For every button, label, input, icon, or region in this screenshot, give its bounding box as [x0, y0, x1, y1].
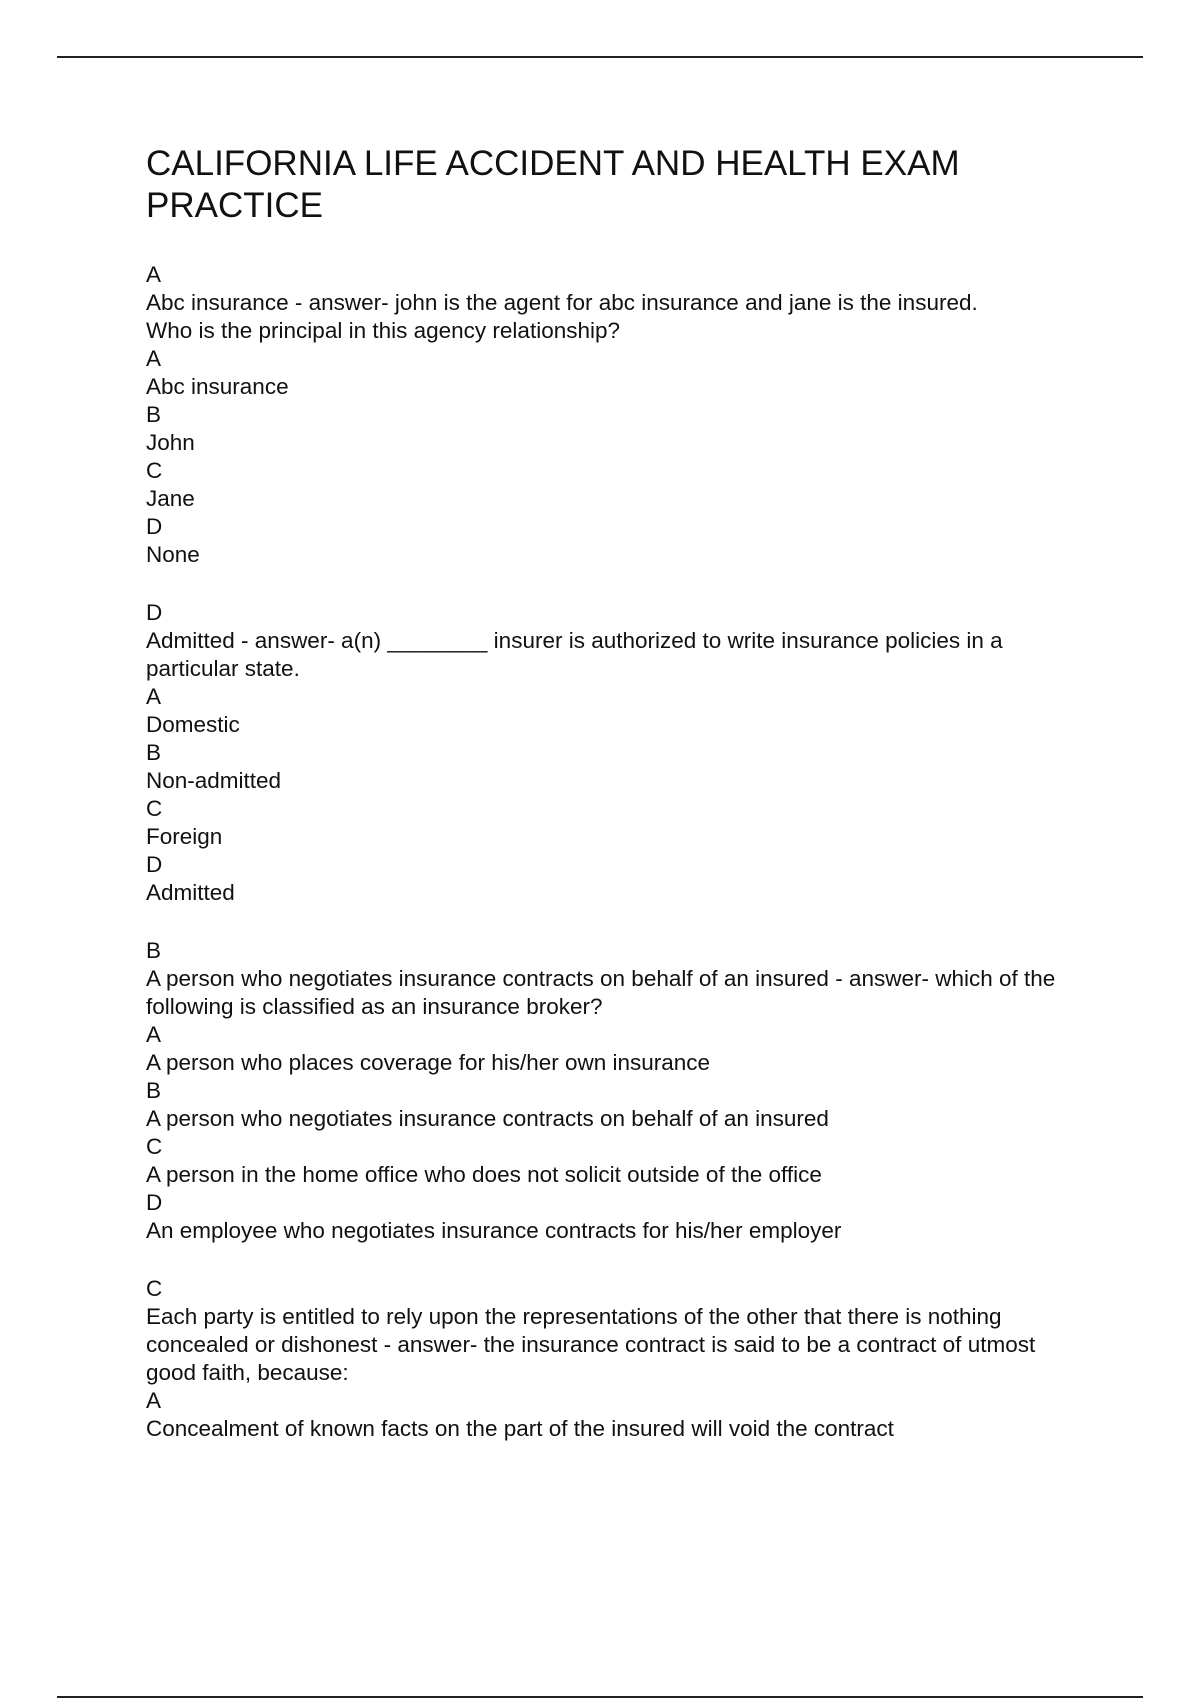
option-text: A person in the home office who does not solicit outside of the office — [146, 1162, 822, 1187]
option-letter: A — [146, 346, 162, 371]
option-text: An employee who negotiates insurance contracts for his/her employer — [146, 1218, 842, 1243]
option-text: A person who negotiates insurance contracts on behalf of an insured — [146, 1106, 829, 1131]
option-letter: D — [146, 1190, 163, 1215]
option-letter: B — [146, 1078, 162, 1103]
option-letter: B — [146, 402, 162, 427]
option-text: John — [146, 430, 195, 455]
option-text: Jane — [146, 486, 195, 511]
option-text: Foreign — [146, 824, 223, 849]
question-block — [146, 937, 1106, 1245]
option-text: Admitted — [146, 880, 235, 905]
option-letter: C — [146, 1134, 163, 1159]
answer-letter: D — [146, 600, 163, 625]
answer-letter: A — [146, 262, 162, 287]
question-text: Each party is entitled to rely upon the representations of the other that there is nothing concealed or dishonest - answer- the insurance contract is said to be a contract of utmost good faith, because: — [146, 1304, 1036, 1385]
option-letter: C — [146, 796, 163, 821]
option-text: None — [146, 542, 200, 567]
question-block — [146, 599, 1106, 907]
question-text: A person who negotiates insurance contracts on behalf of an insured - answer- which of the following is classified as an insurance broker? — [146, 966, 1056, 1019]
top-rule — [57, 56, 1143, 58]
document-title: CALIFORNIA LIFE ACCIDENT AND HEALTH EXAM PRACTICE — [146, 144, 960, 225]
page-content — [146, 143, 1106, 1473]
question-block — [146, 261, 1106, 569]
question-text: Abc insurance - answer- john is the agent for abc insurance and jane is the insured. Who is the principal in this agency relationship? — [146, 290, 978, 343]
option-letter: B — [146, 740, 162, 765]
option-text: Abc insurance — [146, 374, 289, 399]
answer-letter: B — [146, 938, 162, 963]
option-letter: C — [146, 458, 163, 483]
option-letter: A — [146, 684, 162, 709]
option-text: A person who places coverage for his/her own insurance — [146, 1050, 711, 1075]
bottom-rule — [57, 1696, 1143, 1698]
option-text: Domestic — [146, 712, 240, 737]
option-letter: A — [146, 1388, 162, 1413]
question-text: Admitted - answer- a(n) ________ insurer is authorized to write insurance policies in a particular state. — [146, 628, 1003, 681]
option-text: Concealment of known facts on the part of the insured will void the contract — [146, 1416, 894, 1441]
answer-letter: C — [146, 1276, 163, 1301]
option-letter: A — [146, 1022, 162, 1047]
option-text: Non-admitted — [146, 768, 282, 793]
option-letter: D — [146, 514, 163, 539]
option-letter: D — [146, 852, 163, 877]
question-block — [146, 1275, 1106, 1443]
